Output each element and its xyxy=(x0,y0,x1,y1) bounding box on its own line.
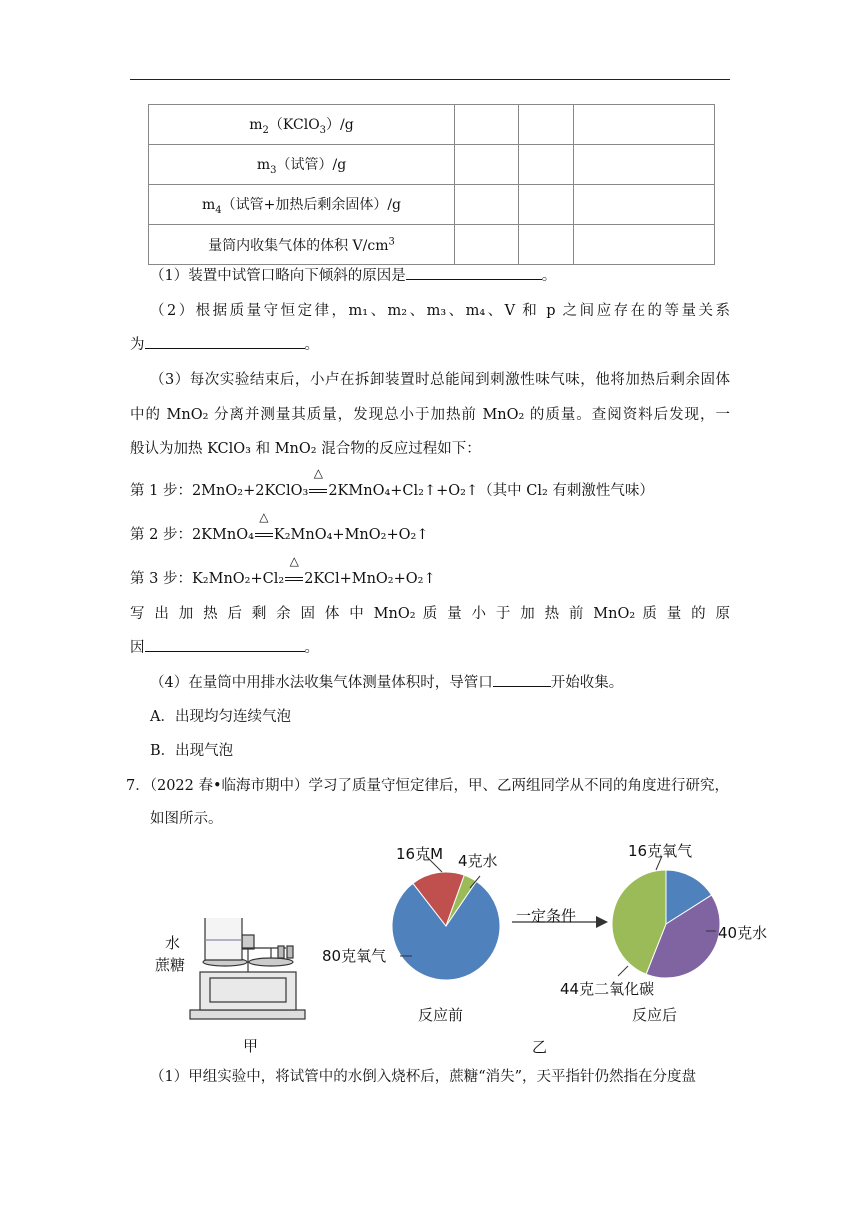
table-row xyxy=(149,225,715,265)
answer-blank xyxy=(493,672,551,687)
question-1: （1）装置中试管口略向下倾斜的原因是 。 xyxy=(150,265,754,287)
reaction-step-3: 第 3 步：K₂MnO₂+Cl₂ △ 2KCl+MnO₂+O₂↑ xyxy=(130,568,734,590)
equals-sign xyxy=(309,489,327,493)
row-label-m2: $m_2(KClO_3)/g$ xyxy=(149,105,455,145)
table-row xyxy=(149,145,715,185)
option-b: B．出现气泡 xyxy=(150,743,234,759)
arrow-label: 一定条件 xyxy=(516,907,577,925)
question-4: （4）在量筒中用排水法收集气体测量体积时，导管口 开始收集。 xyxy=(150,672,754,694)
pie-before xyxy=(392,872,500,980)
heat-symbol: △ xyxy=(313,466,323,480)
header-rule xyxy=(130,79,730,80)
reaction-step-1: 第 1 步：2MnO₂+2KClO₃ △ 2KMnO₄+Cl₂↑+O₂↑（其中 Cl₂ 有刺激性气味） xyxy=(130,480,734,502)
pie-after xyxy=(612,870,720,978)
water-label: 水 xyxy=(165,934,181,952)
slice-label-oxygen-after: 16克氧气 xyxy=(628,842,693,860)
question-2-line2: 为 。 xyxy=(130,334,734,356)
question-2-line1: （2）根据质量守恒定律，m₁、m₂、m₃、m₄、V 和 p 之间应存在的等量关系 xyxy=(150,303,730,319)
equals-sign xyxy=(285,577,303,581)
arrow-head xyxy=(596,916,608,928)
caption-jia: 甲 xyxy=(243,1037,259,1055)
row-label-m3: $m_3$（试管）/g xyxy=(149,145,455,185)
answer-blank xyxy=(145,637,305,652)
table-row xyxy=(149,185,715,225)
caption-before: 反应前 xyxy=(418,1006,464,1024)
row-label-volume: 量筒内收集气体的体积 $V/cm^3$ xyxy=(149,225,455,265)
reaction-step-2: 第 2 步：2KMnO₄ △ K₂MnO₄+MnO₂+O₂↑ xyxy=(130,524,734,546)
question-7-part-1: （1）甲组实验中，将试管中的水倒入烧杯后，蔗糖“消失”，天平指针仍然指在分度盘 xyxy=(150,1069,697,1085)
equals-sign xyxy=(255,533,273,537)
answer-blank xyxy=(145,334,305,349)
table-row xyxy=(149,105,715,145)
question-3-line3: 般认为加热 KClO₃ 和 MnO₂ 混合物的反应过程如下： xyxy=(130,441,481,457)
data-table xyxy=(148,104,715,265)
option-a: A．出现均匀连续气泡 xyxy=(150,709,291,725)
question-7-line1: 7．（2022 春•临海市期中）学习了质量守恒定律后，甲、乙两组同学从不同的角度进行研究， xyxy=(126,778,730,794)
sugar-label: 蔗糖 xyxy=(155,956,186,974)
question-7-line2: 如图所示。 xyxy=(150,811,223,827)
heat-symbol: △ xyxy=(289,554,299,568)
slice-label-m: 16克M xyxy=(396,845,444,863)
slice-label-oxygen-before: 80克氧气 xyxy=(322,947,387,965)
question-3-line2: 中的 MnO₂ 分离并测量其质量，发现总小于加热前 MnO₂ 的质量。查阅资料后发现，一 xyxy=(130,407,730,423)
slice-label-water-after: 40克水 xyxy=(718,924,768,942)
answer-blank xyxy=(406,265,542,280)
caption-yi: 乙 xyxy=(532,1038,548,1056)
question-3-line1: （3）每次实验结束后，小卢在拆卸装置时总能闻到刺激性味气味，他将加热后剩余固体 xyxy=(150,372,730,388)
slice-label-co2: 44克二氧化碳 xyxy=(560,980,655,998)
slice-label-water-before: 4克水 xyxy=(458,852,498,870)
question-3-ask-line1: 写 出 加 热 后 剩 余 固 体 中 MnO₂ 质 量 小 于 加 热 前 MnO₂ 质 量 的 原 xyxy=(130,606,730,622)
heat-symbol: △ xyxy=(259,510,269,524)
caption-after: 反应后 xyxy=(632,1006,678,1024)
row-label-m4: $m_4$（试管+加热后剩余固体）/g xyxy=(149,185,455,225)
question-3-ask-line2: 因 。 xyxy=(130,637,734,659)
